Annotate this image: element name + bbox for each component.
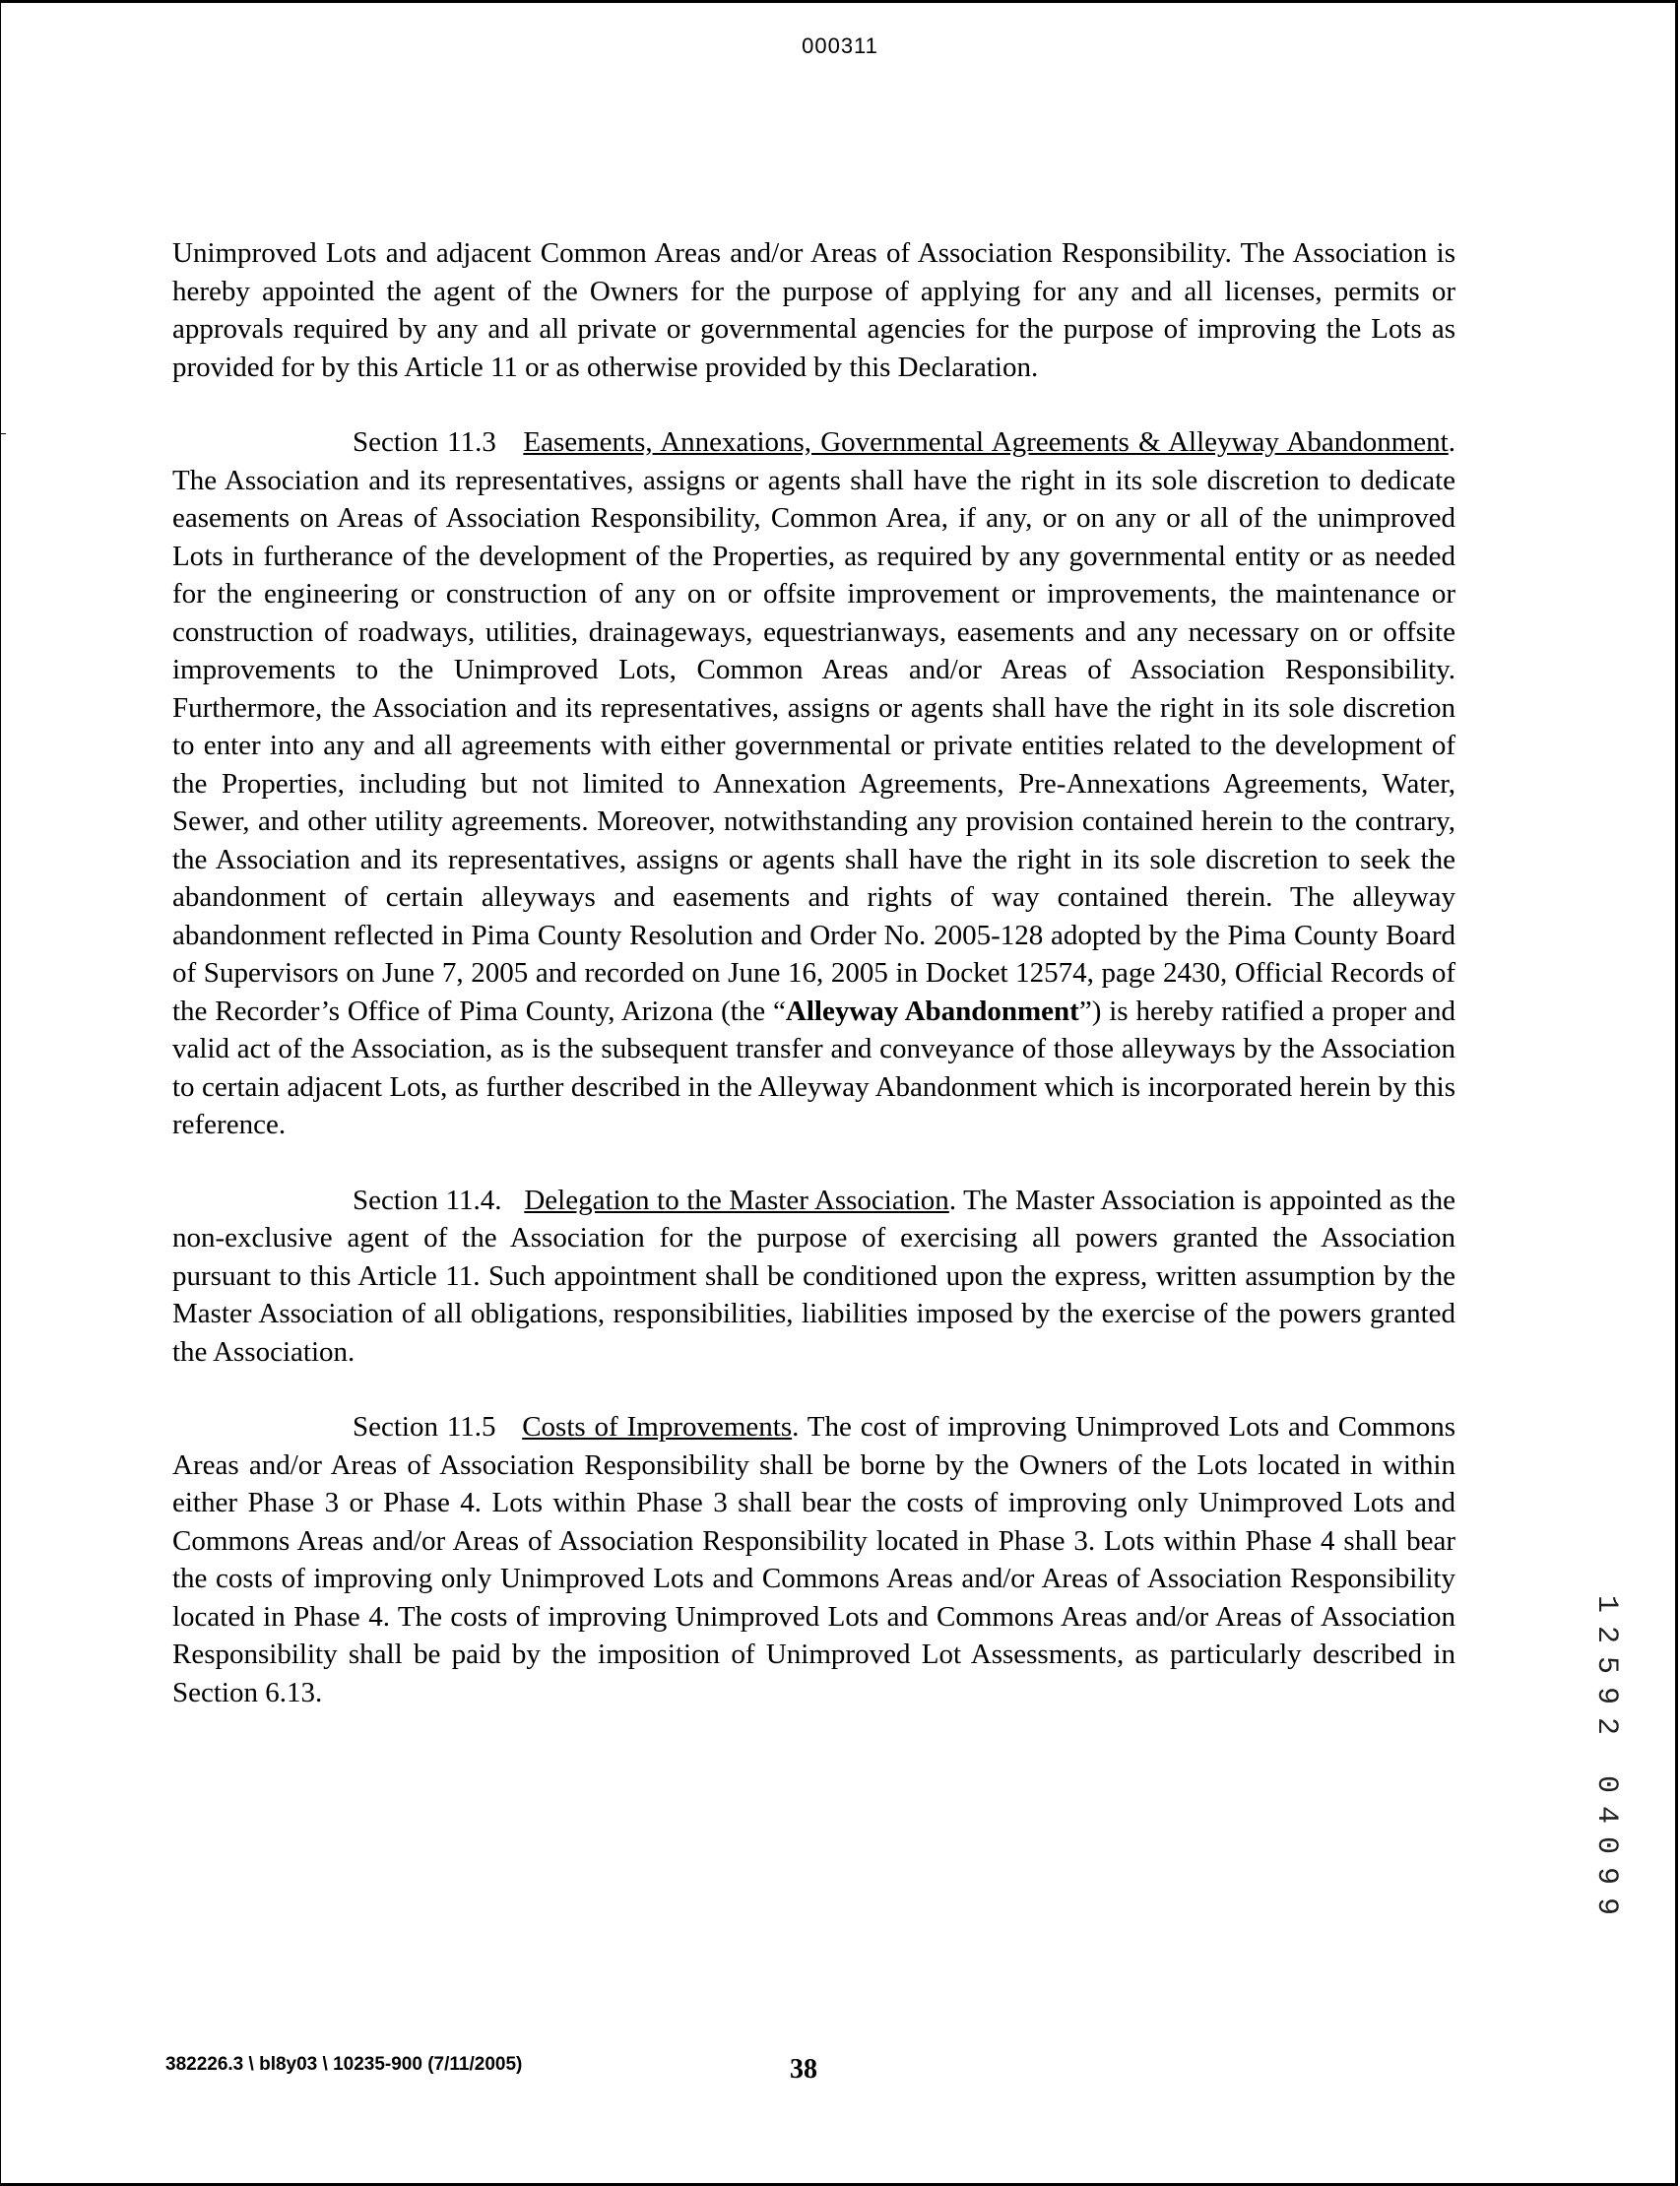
page-number: 38 (790, 2054, 817, 2085)
section-text: ”) is hereby ratified a proper and valid act of the Association, as is the subsequent transfer and conveyance of those alleyways by the Association to certain adjacent Lots, as further described in the Alleyway Abandonment which is incorporated herein by this reference. (172, 995, 1455, 1140)
scan-edge-mark (0, 433, 6, 434)
footer-document-reference: 382226.3 \ bl8y03 \ 10235-900 (7/11/2005) (165, 2054, 523, 2075)
section-11-4 (172, 1182, 1455, 1372)
section-number: Section 11.5 (353, 1411, 496, 1443)
section-11-5 (172, 1408, 1455, 1711)
section-11-3 (172, 423, 1455, 1144)
document-number: 000311 (802, 33, 878, 58)
section-title: Delegation to the Master Association (524, 1184, 949, 1216)
defined-term: Alleyway Abandonment (785, 995, 1079, 1027)
paragraph-continuation: Unimproved Lots and adjacent Common Areas and/or Areas of Association Responsibility. The Association is hereby appointed the agent of the Owners for the purpose of applying for any and all licenses, permits or approvals required by any and all private or governmental agencies for the purpose of improving the Lots as provided for by this Article 11 or as otherwise provided by this Declaration. (172, 237, 1455, 383)
stamp-page: 0 4 0 9 9 (1589, 1774, 1624, 1916)
section-text: . The Master Association is appointed as the non-exclusive agent of the Association for the purpose of exercising all powers granted the Association pursuant to this Article 11. Such appointment shall be conditioned upon the express, written assumption by the Master Association of all obligations, responsibilities, liabilities imposed by the exercise of the powers granted the Association. (172, 1184, 1455, 1368)
recording-stamp (1589, 1589, 1645, 1950)
section-title: Easements, Annexations, Governmental Agreements & Alleyway Abandonment (523, 426, 1449, 458)
stamp-docket: 1 2 5 9 2 (1589, 1594, 1624, 1736)
section-number: Section 11.3 (353, 426, 496, 458)
section-title: Costs of Improvements (522, 1411, 793, 1443)
section-text: . The cost of improving Unimproved Lots and Commons Areas and/or Areas of Association Responsibility shall be borne by the Owners of the Lots located in within either Phase 3 or Phase 4. Lots within Phase 3 shall bear the costs of improving only Unimproved Lots and Commons Areas and/or Areas of Association Responsibility located in Phase 3. Lots within Phase 4 shall bear the costs of improving only Unimproved Lots and Commons Areas and/or Areas of Association Responsibility located in Phase 4. The costs of improving Unimproved Lots and Commons Areas and/or Areas of Association Responsibility shall be paid by the imposition of Unimproved Lot Assessments, as particularly described in Section 6.13. (172, 1411, 1455, 1708)
document-body (172, 234, 1455, 1711)
section-text: . The Association and its representatives, assigns or agents shall have the right in its sole discretion to dedicate easements on Areas of Association Responsibility, Common Area, if any, or on any or all of the unimproved Lots in furtherance of the development of the Properties, as required by any governmental entity or as needed for the engineering or construction of any on or offsite improvement or improvements, the maintenance or construction of roadways, utilities, drainageways, equestrianways, easements and any necessary on or offsite improvements to the Unimproved Lots, Common Areas and/or Areas of Association Responsibility. Furthermore, the Association and its representatives, assigns or agents shall have the right in its sole discretion to enter into any and all agreements with either governmental or private entities related to the development of the Properties, including but not limited to Annexation Agreements, Pre-Annexations Agreements, Water, Sewer, and other utility agreements. Moreover, notwithstanding any provision contained herein to the contrary, the Association and its representatives, assigns or agents shall have the right in its sole discretion to seek the abandonment of certain alleyways and easements and rights of way contained therein. The alleyway abandonment reflected in Pima County Resolution and Order No. 2005-128 adopted by the Pima County Board of Supervisors on June 7, 2005 and recorded on June 16, 2005 in Docket 12574, page 2430, Official Records of the Recorder’s Office of Pima County, Arizona (the “ (172, 426, 1455, 1027)
section-number: Section 11.4. (353, 1184, 502, 1216)
